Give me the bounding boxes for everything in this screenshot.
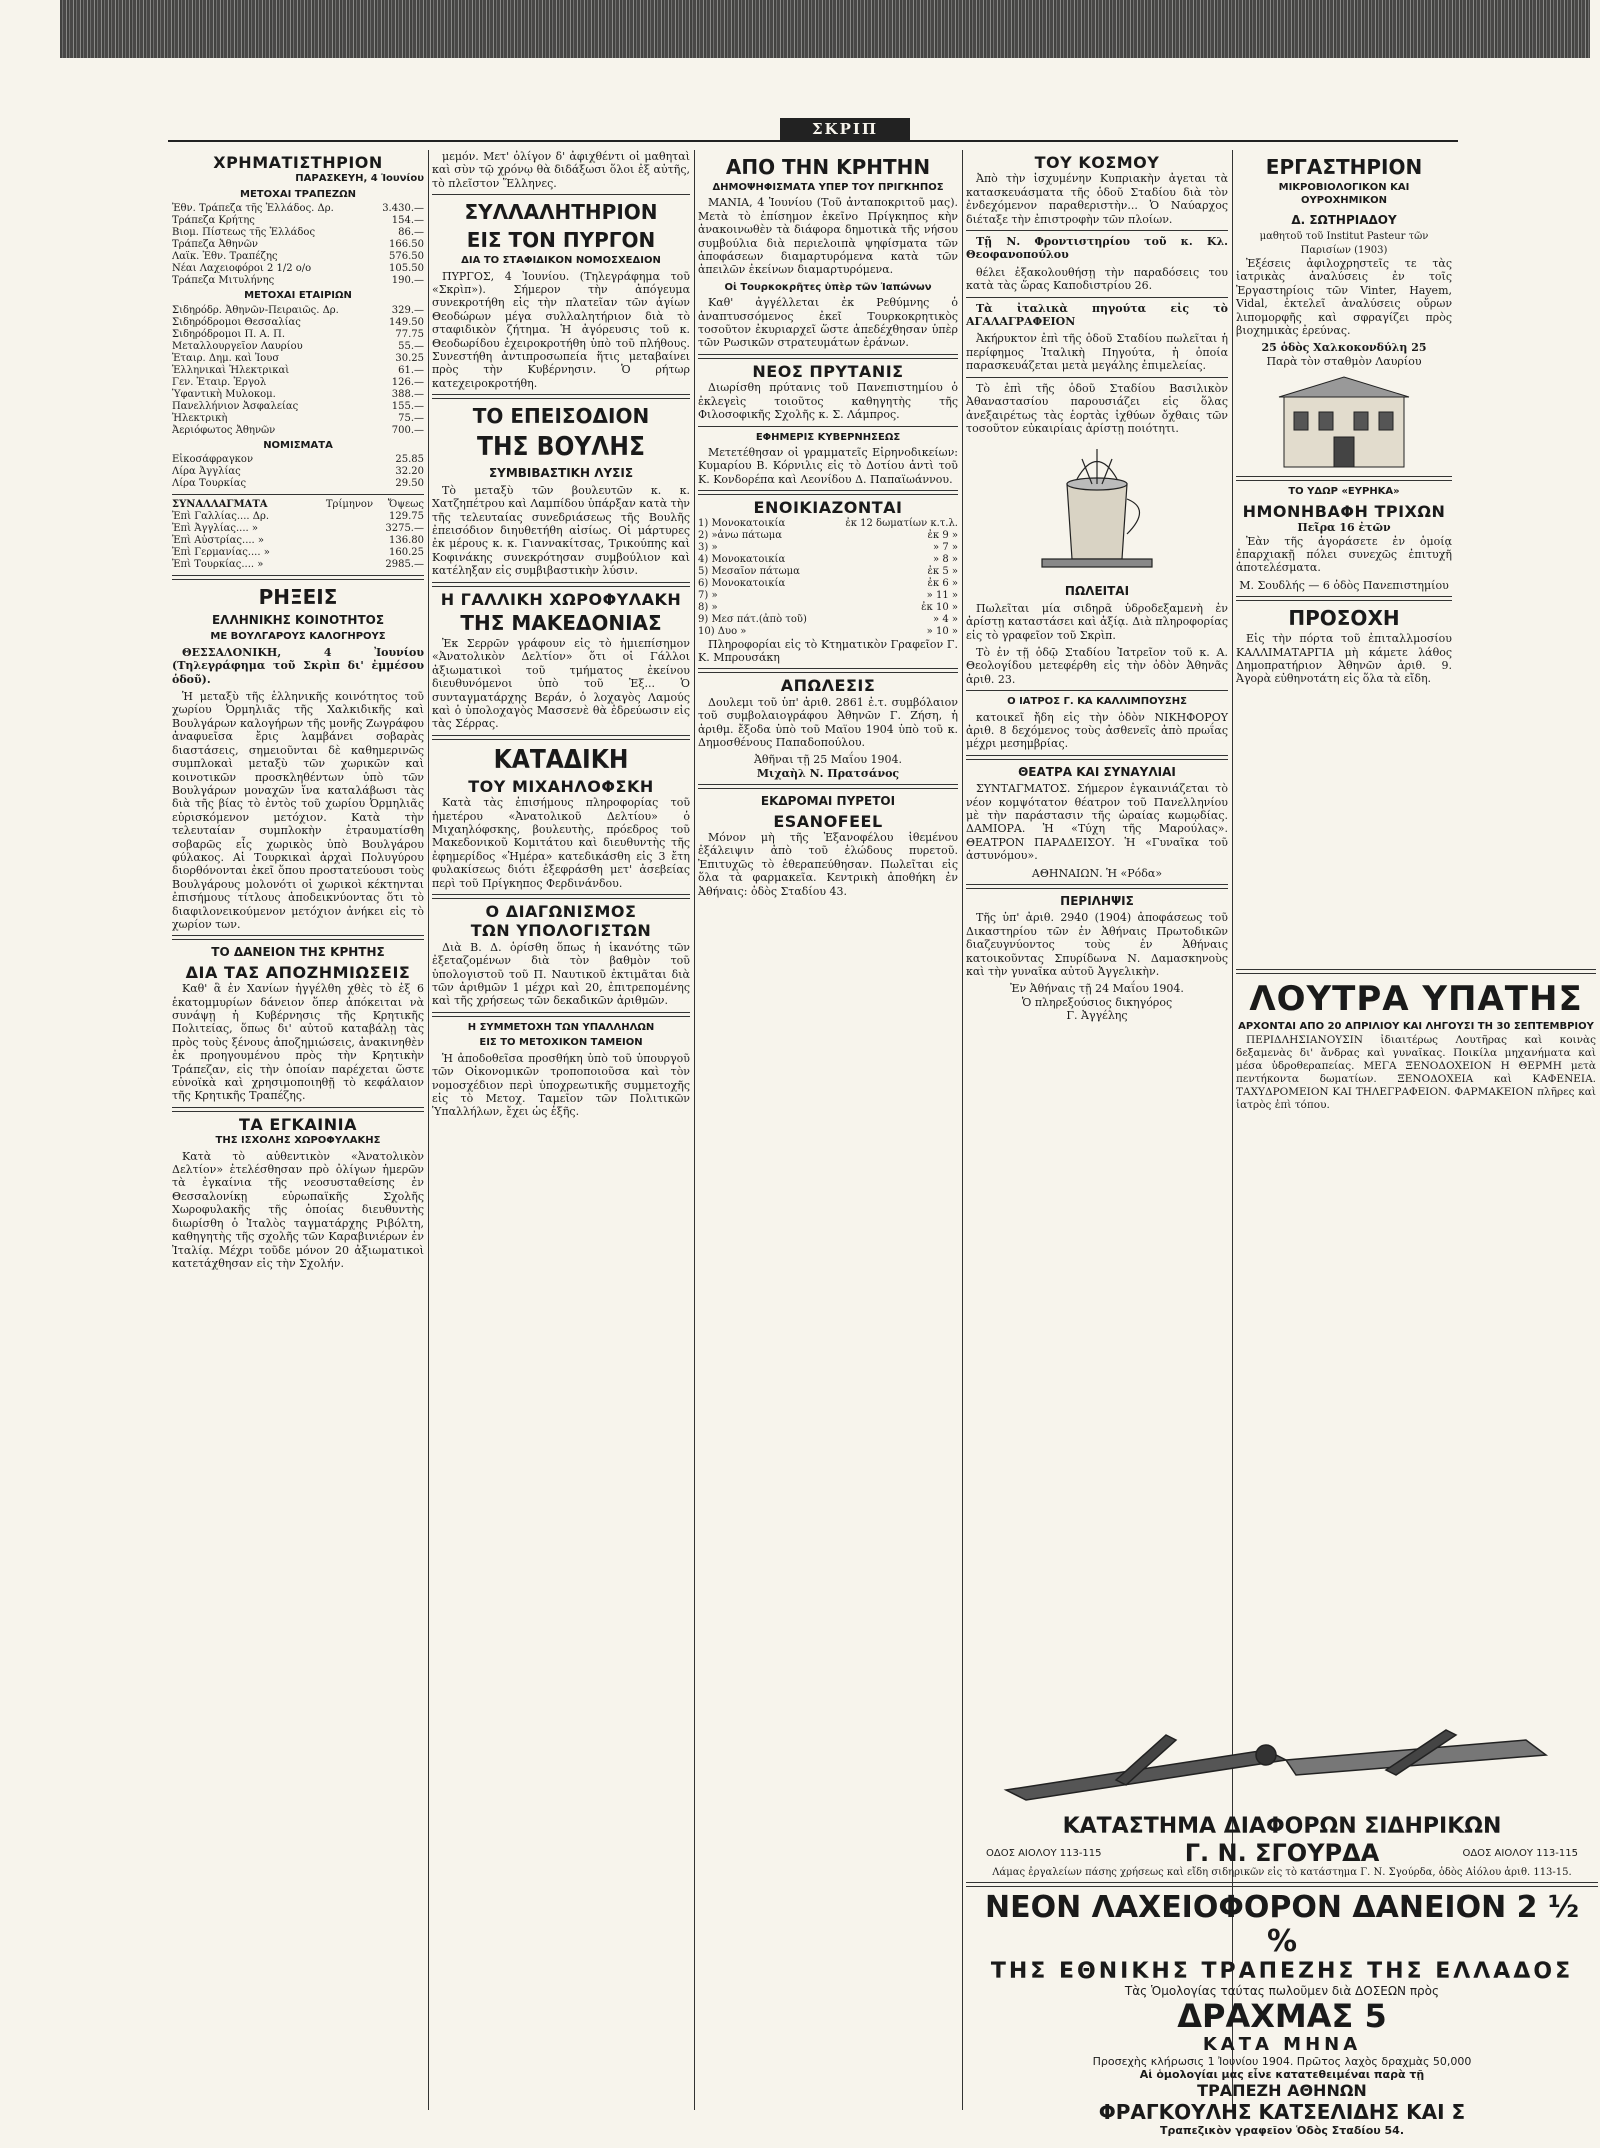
- fx-row-cell: Ἐπὶ Αὐστρίας.... »: [172, 535, 265, 547]
- rent-row-cell: 7) »: [698, 589, 718, 601]
- hair-addr: Μ. Σουδλής — 6 ὁδὸς Πανεπιστημίου: [1239, 578, 1449, 592]
- watch-body: Πωλεῖται μία σιδηρᾶ ὑδροδεξαμενὴ ἐν ἀρίστῃ καταστάσει καὶ ἀξίᾳ. Διὰ πληροφορίας εἰς τὸ γραφεῖον τοῦ Σκρὶπ.: [966, 601, 1228, 642]
- divider: [172, 935, 424, 940]
- bottom-ads: [966, 1720, 1598, 2137]
- divider: [966, 377, 1228, 378]
- fever-body: Μόνον μὴ τῆς Ἐξανοφέλου ἰθεμένου ἐξάλειψιν ἀπὸ τοῦ ἑλώδους πυρετοῦ. Ἐπιτυχῶς τὸ ἐθεραπεύθησαν. Πωλεῖται εἰς ὅλα τὰ φαρμακεῖα. Κεντρικὴ ἀποθήκη ἐν Ἀθήναις: ὁδὸς Σταδίου 43.: [698, 831, 958, 898]
- lecture-lead: [966, 235, 1228, 262]
- rent-title: ΕΝΟΙΚΙΑΖΟΝΤΑΙ: [753, 498, 903, 518]
- attention-body: Εἰς τὴν πόρτα τοῦ ἐπιταλλμοσίου ΚΑΛΛΙΜΑΤΑΡΓΙΑ μὴ κάμετε λάθος Δημοπρατήριον Ἀθηνῶν ἀριθ. 9. Ἀγορὰ εὐθηνοτάτη εἰς ὅλα τὰ εἴδη.: [1236, 632, 1452, 686]
- loan-ad-title: ΝΕΟΝ ΛΑΧΕΙΟΦΟΡΟΝ ΔΑΝΕΙΟΝ 2 ½ %: [984, 1890, 1580, 1959]
- loan-ad-sub: Τὰς Ὁμολογίας ταύτας πωλοῦμεν διὰ ΔΟΣΕΩΝ πρὸς: [1124, 1984, 1440, 1998]
- gallic-title: Η ΓΑΛΛΙΚΗ ΧΩΡΟΦΥΛΑΚΗ: [440, 589, 682, 609]
- symmet-sub: ΕΙΣ ΤΟ ΜΕΤΟΧΙΚΟΝ ΤΑΜΕΙΟΝ: [479, 1037, 643, 1049]
- crete-title: ΑΠΟ ΤΗΝ ΚΡΗΤΗΝ: [725, 155, 931, 179]
- lab-addr2: Παρὰ τὸν σταθμὸν Λαυρίου: [1266, 354, 1422, 368]
- rent-row: [698, 578, 958, 590]
- fx-row: [172, 559, 424, 571]
- turkish-title: Οἱ Τουρκοκρῆτες ὑπὲρ τῶν Ἰαπώνων: [724, 281, 932, 293]
- lab-title: ΕΡΓΑΣΤΗΡΙΟΝ: [1265, 155, 1423, 179]
- rent-row: [698, 554, 958, 566]
- baths-sub: ΑΡΧΟΝΤΑΙ ΑΠΟ 20 ΑΠΡΙΛΙΟΥ ΚΑΙ ΛΗΓΟΥΣΙ ΤΗ 30 ΣΕΠΤΕΜΒΡΙΟΥ: [1238, 1021, 1594, 1032]
- pen-line-text: Τὰ ἰταλικὰ πηγούτα εἰς τὸ ΑΓΑΛΑΓΡΑΦΕΙΟΝ: [966, 301, 1228, 329]
- fx-row: [172, 535, 424, 547]
- bank-row-cell: 190.—: [391, 275, 424, 287]
- divider: [172, 494, 424, 495]
- bank-row-cell: Νέαι Λαχειοφόροι 2 1/2 ο/ο: [172, 263, 312, 275]
- fx-row: [172, 547, 424, 559]
- lost-title: ΑΠΩΛΕΣΙΣ: [780, 676, 876, 696]
- divider: [698, 784, 958, 789]
- column-5: [1236, 150, 1452, 950]
- divider: [432, 582, 690, 587]
- hair-title: ΤΟ ΥΔΩΡ «ΕΥΡΗΚΑ»: [1288, 486, 1400, 498]
- bank-row: [172, 251, 424, 263]
- company-row-cell: Σιδηρόδρομοι Θεσσαλίας: [172, 316, 301, 328]
- diag-body: Διὰ Β. Δ. ὁρίσθη ὅπως ἡ ἱκανότης τῶν ἐξεταζομένων διὰ τὸν βαθμὸν τοῦ ὑπολογιστοῦ τοῦ Π. Ναυτικοῦ ἐκτιμᾶται διὰ τῶν ἀριθμῶν 1 μέχρι καὶ 20, ἐπιτρεπομένης καὶ τῆς χρήσεως τῶν δεκαδικῶν ἀριθμῶν.: [432, 940, 690, 1008]
- bank-row: [172, 203, 424, 215]
- coin-row-cell: 29.50: [395, 478, 424, 490]
- loan-ad-addr: Τραπεζικὸν γραφεῖον Ὁδὸς Σταδίου 54.: [1159, 2124, 1405, 2137]
- rent-row-cell: 9) Μεσ πάτ.(ἀπὸ τοῦ): [698, 613, 807, 625]
- baths-title: ΛΟΥΤΡΑ ΥΠΑΤΗΣ: [1249, 979, 1583, 1019]
- company-row-cell: 77.75: [395, 328, 424, 340]
- sylla-title: ΣΥΛΛΑΛΗΤΗΡΙΟΝ: [464, 200, 658, 225]
- fx-row-cell: 136.80: [389, 535, 424, 547]
- coin-row-cell: Λίρα Ἀγγλίας: [172, 466, 241, 478]
- divider: [172, 1107, 424, 1112]
- divider: [698, 668, 958, 673]
- hardware-body: Λάμας ἐργαλείων πάσης χρήσεως καὶ εἴδη σιδηρικῶν εἰς τὸ κατάστημα Γ. Ν. Σγούρδα, ὁδὸς Αἰόλου ἀριθ. 113-15.: [992, 1867, 1572, 1878]
- bank-row-cell: Τράπεζα Ἀθηνῶν: [172, 239, 258, 251]
- bank-row-cell: 86.—: [398, 227, 424, 239]
- fx-row: [172, 511, 424, 523]
- company-row: [172, 413, 424, 425]
- company-row-cell: 126.—: [391, 376, 424, 388]
- divider: [172, 575, 424, 580]
- top-rule: [168, 140, 1458, 142]
- hardware-name: Γ. Ν. ΣΓΟΥΡΔΑ: [1184, 1839, 1380, 1867]
- rent-row: [698, 626, 958, 638]
- office-notice: Τὸ ἐν τῇ ὁδῷ Σταδίου Ἰατρεῖον τοῦ κ. Α. Θεολογίδου μετεφέρθη εἰς τὴν ὁδὸν Ἀθηνᾶς ἀριθ. 23.: [966, 645, 1228, 686]
- rent-row-cell: » 10 »: [926, 625, 958, 637]
- loan-ad-amount: ΔΡΑΧΜΑΣ 5: [1177, 1997, 1387, 2035]
- bank-row-cell: Λαϊκ. Ἐθν. Τραπέζης: [172, 251, 278, 263]
- rent-row: [698, 530, 958, 542]
- theater-title: ΘΕΑΤΡΑ ΚΑΙ ΣΥΝΑΥΛΙΑΙ: [1018, 764, 1176, 779]
- divider: [1236, 476, 1452, 481]
- loan-ad-note: Αἱ ὁμολογίαι μας εἶνε κατατεθειμέναι παρὰ τῇ: [1139, 2068, 1425, 2081]
- rent-table: [698, 518, 958, 638]
- company-row: [172, 365, 424, 377]
- world-title: ΤΟΥ ΚΟΣΜΟΥ: [1034, 153, 1160, 172]
- column-rule: [428, 150, 429, 2110]
- lost-date: Ἀθῆναι τῇ 25 Μαΐου 1904.: [753, 753, 903, 767]
- building-illustration: [1274, 372, 1414, 472]
- company-row-cell: Ὑφαντικὴ Μυλοκομ.: [172, 388, 276, 400]
- gallic-sub: ΤΗΣ ΜΑΚΕΔΟΝΙΑΣ: [460, 610, 662, 635]
- epeis-body: Τὸ μεταξὺ τῶν βουλευτῶν κ. κ. Χατζηπέτρου καὶ Λαμπίδου ὑπάρξαν κατὰ τὴν τῆς τελευταίας συνεδριάσεως τῆς Βουλῆς ἐπεισόδιον διηυθετήθη αἰσίως. Οἱ μάρτυρες ἐκ μέρους κ. κ. Γιαννακίτσας, Τρικούπης καὶ Κοφινάκης συνεκρότησαν συμβούλιον καὶ κατέληξαν εἰς συμβιβαστικὴν λύσιν.: [432, 483, 690, 578]
- pen-line: [966, 302, 1228, 329]
- crete-body: ΜΑΝΙΑ, 4 Ἰουνίου (Τοῦ ἀνταποκριτοῦ μας). Μετὰ τὸ ἐπίσημον ἐκεῖνο Πρίγκηπος κὴν ἀνακοινωθὲν τὰ διάφορα δημοτικὰ τῆς νήσου συμβούλια διὰ περιελοιπὰ ψηφίσματα τῶν ἀποφάσεων διαμαρτυρόμενα κατὰ τῶν ἀπειλῶν ἐκείνων διαμαρτυρόμενα.: [698, 196, 958, 277]
- rheseis-lead-text: ΘΕΣΣΑΛΟΝΙΚΗ, 4 Ἰουνίου (Τηλεγράφημα τοῦ Σκρὶπ δι' ἐμμέσου ὁδοῦ).: [172, 645, 424, 686]
- fx-row-cell: Ἐπὶ Τουρκίας.... »: [172, 559, 264, 571]
- divider: [698, 490, 958, 495]
- bank-row: [172, 275, 424, 287]
- rent-row-cell: ἐκ 12 δωματίων κ.τ.λ.: [845, 517, 958, 529]
- lost-body: Δουλεμι τοῦ ὑπ' ἀριθ. 2861 ἐ.τ. συμβόλαιον τοῦ συμβολαιογράφου Ἀθηνῶν Γ. Ζήση, ἡ ἀριθμ. ἔξοδα ὑπὸ τοῦ Μαϊου 1904 ὑπὸ τοῦ κ. Δημοσθένους Παπαδοπούλου.: [698, 695, 958, 749]
- fx-row: [172, 523, 424, 535]
- company-row-cell: 155.—: [391, 400, 424, 412]
- bank-row: [172, 239, 424, 251]
- bank-row-cell: 576.50: [389, 251, 424, 263]
- loan-body: Καθ' ἃ ἐν Χανίων ἠγγέλθη χθὲς τὸ ἐξ 6 ἑκατομμυρίων δάνειον ὅπερ ἀπόκειται νὰ συνάψῃ ἡ Κυβέρνησις τῆς Κρητικῆς Πολιτείας, ὅπως δι' αὐτοῦ καταβάλῃ τὰς πρὸς τοὺς ξένους ἀποζημιώσεις, ἀνακινηθὲν ἐκ προηγουμένου πρὸς τὴν Κρητικὴν Τράπεζαν, εἰς τὴν ὁποίαν παρέχεται ὥστε εὐνοϊκὰ καὶ χρησιμοποιηθῇ τὸ κεφάλαιον τῆς Κρητικῆς Τραπέζης.: [172, 982, 424, 1103]
- company-row: [172, 425, 424, 437]
- lab-addr: 25 ὁδὸς Χαλκοκονδύλη 25: [1261, 341, 1427, 355]
- company-row-cell: 61.—: [398, 364, 424, 376]
- company-row-cell: Σιδηρόδρομοι Π. Α. Π.: [172, 328, 285, 340]
- bank-row-cell: 166.50: [389, 239, 424, 251]
- fx-row-cell: Ἐπὶ Γαλλίας.... Δρ.: [172, 511, 270, 523]
- pen-body: Ἀκήρυκτον ἐπὶ τῆς ὁδοῦ Σταδίου πωλεῖται ἡ περίφημος Ἰταλικὴ Πηγούτα, ἡ ὁποία παρασκευάζεται μετὰ μεγάλης ἐπιμελείας.: [966, 332, 1228, 373]
- sylla-body: ΠΥΡΓΟΣ, 4 Ἰουνίου. (Τηλεγράφημα τοῦ «Σκρὶπ»). Σήμερον τὴν ἀπόγευμα συνεκροτήθη εἰς τὴν πλατεῖαν τῶν ἀγίων Θεοδώρων μέγα συλλαλητήριον διὰ τὸ σταφιδικὸν ζήτημα. Ἡ ἀγόρευσις τοῦ κ. Θεοδωρίδου ἐχειροκροτήθη ὑπὸ τοῦ πλήθους. Συνεστήθη ἀντιπροσωπεία ἥτις μεταβαίνει πρὸς τὴν Κυβέρνησιν. Ὁ ρήτωρ κατεχειροκροτήθη.: [432, 269, 690, 390]
- rent-row-cell: ἐκ 10 »: [921, 601, 958, 613]
- column-rule: [694, 150, 695, 2110]
- fx-row-cell: Ἐπὶ Ἀγγλίας.... »: [172, 523, 259, 535]
- company-row: [172, 305, 424, 317]
- divider: [698, 354, 958, 359]
- company-row: [172, 317, 424, 329]
- diag-sub: ΤΩΝ ΥΠΟΛΟΓΙΣΤΩΝ: [470, 921, 652, 941]
- company-row: [172, 377, 424, 389]
- coins-title: ΝΟΜΙΣΜΑΤΑ: [263, 439, 333, 451]
- theater-body: ΣΥΝΤΑΓΜΑΤΟΣ. Σήμερον ἐγκαινιάζεται τὸ νέον κομψότατον θέατρον τοῦ Πανελληνίου μὲ τὴν παράστασιν τῆς ὡραίας κωμῳδίας. ΔΑΜΙΟΡΑ. Ἡ «Τύχη τῆς Μαρούλας». ΘΕΑΤΡΟΝ ΠΑΡΑΔΕΙΣΟΥ. Ἡ «Γυναῖκα τοῦ ἀστυνόμου».: [966, 782, 1228, 863]
- attention-title: ΠΡΟΣΟΧΗ: [1288, 606, 1400, 631]
- katadiki-body: Κατὰ τὰς ἐπισήμους πληροφορίας τοῦ ἡμετέρου «Ἀνατολικοῦ Δελτίου» ὁ Μιχαηλόφσκης, βουλευτὴς, πρόεδρος τοῦ Μακεδονικοῦ Κομιτάτου καὶ διευθυντὴς τῆς ἐφημερίδος «Ἡμέρα» κατεδικάσθη εἰς 3 ἔτη φυλακίσεως διότι ἐξεφράσθη μετ' ἀσεβείας περὶ τοῦ Πρίγκηπος Φερδινάνδου.: [432, 796, 690, 890]
- fx-col2: Ὄψεως: [387, 499, 424, 511]
- lab-inst: μαθητοῦ τοῦ Institut Pasteur τῶν Παρισίων (1903): [1259, 231, 1429, 256]
- bank-row-cell: Τράπεζα Κρήτης: [172, 215, 255, 227]
- rent-row-cell: 8) »: [698, 601, 718, 613]
- company-row: [172, 341, 424, 353]
- loan-ad-freq: ΚΑΤΑ ΜΗΝΑ: [1202, 2034, 1362, 2055]
- gallic-body: Ἐκ Σερρῶν γράφουν εἰς τὸ ἡμιεπίσημον «Ἀνατολικὸν Δελτίον» ὅτι οἱ Γάλλοι ἀξιωματικοὶ τοῦ τμήματος ἐκείνου διευθυνόμενοι ὑπὸ τοῦ Ἐξ... Ὁ συνταγματάρχης Βεράν, ὁ λοχαγὸς Λαμούς καὶ ὁ ὑπολοχαγὸς Μασσενὲ θὰ ἐδρεύωσιν εἰς τὰς Σέρρας.: [432, 636, 690, 731]
- crete-sub: ΔΗΜΟΨΗΦΙΣΜΑΤΑ ΥΠΕΡ ΤΟΥ ΠΡΙΓΚΗΠΟΣ: [712, 182, 944, 193]
- lost-signed: Μιχαὴλ Ν. Πρατσάνος: [756, 766, 900, 780]
- epeis-sub2: ΣΥΜΒΙΒΑΣΤΙΚΗ ΛΥΣΙΣ: [488, 466, 634, 481]
- company-row-cell: Ἑλληνικαὶ Ἠλεκτρικαὶ: [172, 364, 290, 376]
- scan-top-strip: [60, 0, 1590, 58]
- loan-ad-sellers: ΦΡΑΓΚΟΥΛΗΣ ΚΑΤΣΕΛΙΔΗΣ ΚΑΙ Σ: [1098, 2100, 1466, 2124]
- watch-title: ΠΩΛΕΙΤΑΙ: [1064, 584, 1130, 599]
- rent-row: [698, 542, 958, 554]
- hardware-addr1: ΟΔΟΣ ΑΙΟΛΟΥ 113-115: [986, 1847, 1102, 1859]
- market-title: ΧΡΗΜΑΤΙΣΤΗΡΙΟΝ: [213, 153, 383, 172]
- divider: [432, 394, 690, 399]
- divider: [966, 690, 1228, 691]
- hair-price: Πεῖρα 16 ἐτῶν: [1297, 521, 1391, 535]
- company-row-cell: 75.—: [398, 412, 424, 424]
- bank-row: [172, 263, 424, 275]
- company-row-cell: Σιδηρόδρ. Ἀθηνῶν-Πειραιῶς. Δρ.: [172, 304, 339, 316]
- company-row: [172, 389, 424, 401]
- coin-row: [172, 454, 424, 466]
- rent-row: [698, 566, 958, 578]
- symmet-body: Ἡ ἀποδοθεῖσα προσθήκη ὑπὸ τοῦ ὑπουργοῦ τῶν Οἰκονομικῶν τροποποιοῦσα καὶ τὸν νομοσχέδιον περὶ ὑποχρεωτικῆς συμμετοχῆς εἰς τὸ Μετοχ. Ταμεῖον τῶν Πολιτικῶν Ὑπαλλήλων, ἔχει ὡς ἑξῆς.: [432, 1051, 690, 1119]
- loan-title: ΤΟ ΔΑΝΕΙΟΝ ΤΗΣ ΚΡΗΤΗΣ: [211, 945, 385, 960]
- fx-row-cell: 3275.—: [385, 523, 424, 535]
- rent-row: [698, 602, 958, 614]
- rheseis-lead: [172, 646, 424, 686]
- notice-body: Τῆς ὑπ' ἀριθ. 2940 (1904) ἀποφάσεως τοῦ Δικαστηρίου τῶν ἐν Ἀθήναις Πρωτοδικῶν διαζευγνύοντος τοὺς ἐν Ἀθήναις κατοικοῦντας Σπυρίδωνα Ν. Δαμασκηνοὺς καὶ τὴν γυναῖκα αὐτοῦ Ἀγγελικὴν.: [966, 911, 1228, 979]
- divider: [432, 194, 690, 195]
- loan-ad-bank: ΤΗΣ ΕΘΝΙΚΗΣ ΤΡΑΠΕΖΗΣ ΤΗΣ ΕΛΛΑΔΟΣ: [990, 1959, 1574, 1984]
- bank-row-cell: 105.50: [389, 263, 424, 275]
- coin-row-cell: Λίρα Τουρκίας: [172, 478, 247, 490]
- companies-title: ΜΕΤΟΧΑΙ ΕΤΑΙΡΙΩΝ: [244, 290, 352, 302]
- prytanis-title: ΝΕΟΣ ΠΡΥΤΑΝΙΣ: [752, 361, 904, 381]
- coin-row-cell: 32.20: [395, 466, 424, 478]
- rent-row-cell: 1) Μονοκατοικία: [698, 517, 786, 529]
- company-row-cell: 329.—: [391, 304, 424, 316]
- hardware-row: [966, 1839, 1598, 1867]
- divider: [698, 426, 958, 427]
- loan-ad-bank2: ΤΡΑΠΕΖΗ ΑΘΗΝΩΝ: [1197, 2081, 1367, 2100]
- rheseis-body: Ἡ μεταξὺ τῆς ἑλληνικῆς κοινότητος τοῦ χωρίου Ὀρμηλιᾶς τῆς Χαλκιδικῆς καὶ Βουλγάρων καλογήρων τῆς μονῆς Ζωγράφου ἀναφυεῖσα ἔρις λαμβάνει σοβαρὰς διαστάσεις, σημειοῦνται δὲ καθημερινῶς συμπλοκαὶ μεταξὺ τῶν χωρικῶν καὶ κοινοτικῶν προσκληθέντων ὑπὸ τῶν Βουλγάρων μοναχῶν ἵνα καταλάβωσι τὰς διὰ τῆς βίας τὸ ἐντὸς τοῦ χωρίου Ὀρμηλιᾶς εὑρισκόμενον μετόχιον. Κατὰ τὴν τελευταίαν συμπλοκὴν ἐτραυματίσθη σοβαρῶς εἷς χωρικὸς ὑπὸ Βουλγάρου φύλακος. Αἱ Τουρκικαὶ ἀρχαὶ Πολυγύρου διορθόνονται ἐκεῖ ὅπου προστατεύουσι τοὺς Βουλγάρους μολονότι οἱ χωρικοὶ κέκτηνται ἐπισήμους τίτλους ἀποδεικνύοντας ὅτι τὸ διαφιλονεικούμενον μετόχιον ἀνήκει εἰς τὸ χωρίον των.: [172, 690, 424, 931]
- rheseis-title: ΡΗΞΕΙΣ: [258, 585, 338, 610]
- theater-sign: ΑΘΗΝΑΙΩΝ. Ἡ «Ρόδα»: [1031, 866, 1163, 880]
- bank-row: [172, 227, 424, 239]
- baths-ad: [1236, 965, 1596, 1255]
- coin-row: [172, 466, 424, 478]
- fx-col1: Τρίμηνον: [325, 499, 374, 511]
- fx-row-cell: 160.25: [389, 547, 424, 559]
- fx-row-cell: 129.75: [389, 511, 424, 523]
- rent-row-cell: ἐκ 6 »: [927, 577, 958, 589]
- column-1: [172, 150, 424, 2110]
- katadiki-sub: ΤΟΥ ΜΙΧΑΗΛΟΦΣΚΗ: [468, 776, 654, 796]
- company-row-cell: 388.—: [391, 388, 424, 400]
- notice-date: Ἐν Ἀθήναις τῇ 24 Μαΐου 1904.: [1010, 982, 1184, 996]
- hair-body: Ἐὰν τῆς ἀγοράσετε ἐν ὁμοίᾳ ἐπαρχιακῇ πόλει συνεχῶς ἐπιτυχῆ ἀποτελέσματα.: [1236, 534, 1452, 575]
- ephemeris-body: Μετετέθησαν οἱ γραμματεῖς Εἰρηνοδικείων: Κυμαρίου Β. Κόρνιλις εἰς τὸ Δοτίου ἀντὶ τοῦ Κ. Κονδορέπα καὶ Λεονίδου Δ. Παπαϊωάννου.: [698, 445, 958, 486]
- fx-table: [172, 511, 424, 571]
- lecture-lead-text: Τῇ Ν. Φροντιστηρίου τοῦ κ. Κλ. Θεοφανοπούλου: [966, 235, 1228, 262]
- banks-title: ΜΕΤΟΧΑΙ ΤΡΑΠΕΖΩΝ: [240, 188, 356, 200]
- column-4: [966, 150, 1228, 1710]
- egkainia-sub: ΤΗΣ ΙΣΧΟΛΗΣ ΧΩΡΟΦΥΛΑΚΗΣ: [215, 1135, 381, 1147]
- bank-row-cell: 3.430.—: [382, 203, 424, 215]
- coin-row-cell: Εἰκοσάφραγκον: [172, 454, 254, 466]
- fever-brand: ESANOFEEL: [773, 811, 883, 831]
- doctor-body: κατοικεῖ ἤδη εἰς τὴν ὁδὸν ΝΙΚΗΦΟΡΟΥ ἀριθ. 8 δεχόμενος τοὺς ἀσθενεῖς ἀπὸ πρωΐας μέχρι μεσημβρίας.: [966, 710, 1228, 751]
- company-row-cell: Ἀεριόφωτος Ἀθηνῶν: [172, 424, 276, 436]
- divider: [966, 297, 1228, 298]
- divider: [966, 1882, 1598, 1887]
- symmet-title: Η ΣΥΜΜΕΤΟΧΗ ΤΩΝ ΥΠΑΛΛΗΛΩΝ: [467, 1021, 655, 1033]
- rent-row: [698, 590, 958, 602]
- rent-row: [698, 614, 958, 626]
- company-row-cell: 149.50: [389, 316, 424, 328]
- egkainia-title: ΤΑ ΕΓΚΑΙΝΙΑ: [239, 1114, 357, 1134]
- notice-title: ΠΕΡΙΛΗΨΙΣ: [1060, 894, 1134, 909]
- rent-row-cell: ἐκ 9 »: [927, 529, 958, 541]
- company-row-cell: Πανελλήνιον Ἀσφαλείας: [172, 400, 299, 412]
- fish-body: Τὸ ἐπὶ τῆς ὁδοῦ Σταδίου Βασιλικὸν Ἀθαναστασίου παρουσιάζει εἰς ὅλας ἀνεξαιρέτως τὰς ἑορτὰς ἰχθύων ὄχθαις τῶν τοσοῦτον εὐκαιρίαις ἀρίστῃ ποιότητι.: [966, 381, 1228, 435]
- lab-person: Δ. ΣΩΤΗΡΙΑΔΟΥ: [1291, 212, 1397, 227]
- rheseis-sub: ΕΛΛΗΝΙΚΗΣ ΚΟΙΝΟΤΗΤΟΣ: [211, 613, 385, 628]
- epeis-sub: ΤΗΣ ΒΟΥΛΗΣ: [477, 432, 645, 463]
- divider: [966, 755, 1228, 760]
- rent-row-cell: 2) »ἀνω πάτωμα: [698, 529, 782, 541]
- column-3: [698, 150, 958, 2110]
- rent-row-cell: » 4 »: [933, 613, 958, 625]
- company-row-cell: Ἑταιρ. Δημ. καὶ Ἰουσ: [172, 352, 280, 364]
- lecture-body: θέλει ἐξακολουθήσῃ τὴν παραδόσεις του κατὰ τὰς ὥρας Καποδιστρίου 26.: [966, 265, 1228, 293]
- bank-row-cell: Τράπεζα Μιτυλήνης: [172, 275, 275, 287]
- company-row: [172, 329, 424, 341]
- divider: [966, 230, 1228, 231]
- company-row-cell: Μεταλλουργεῖον Λαυρίου: [172, 340, 303, 352]
- prytanis-body: Διωρίσθη πρύτανις τοῦ Πανεπιστημίου ὁ ἐκλεγεὶς τοιοῦτος καθηγητὴς τῆς Φιλοσοφικῆς Σχολῆς κ. Σ. Λάμπρος.: [698, 381, 958, 422]
- coin-row: [172, 478, 424, 490]
- loan-sub: ΔΙΑ ΤΑΣ ΑΠΟΖΗΜΙΩΣΕΙΣ: [185, 962, 411, 982]
- rent-row: [698, 518, 958, 530]
- rent-row-cell: » 11 »: [926, 589, 958, 601]
- column-2: [432, 150, 690, 2110]
- company-row: [172, 353, 424, 365]
- lab-body: Ἐξέσεις ἀφιλοχρηστεῖς τε τὰς ἰατρικὰς ἀναλύσεις ἐν τοῖς Ἐργαστηρίοις τῶν Vinter, Hayem, Vidal, ἐκτελεῖ ἀναλύσεις οὔρων λιπομορφῆς καὶ σφραγίζει πρὸς βιοχημικὰς ἐρεύνας.: [1236, 257, 1452, 338]
- sylla-sub: ΕΙΣ ΤΟΝ ΠΥΡΓΟΝ: [466, 228, 656, 253]
- companies-table: [172, 305, 424, 437]
- rent-row-cell: 3) »: [698, 541, 718, 553]
- coins-table: [172, 454, 424, 490]
- tools-illustration: [966, 1720, 1598, 1810]
- rheseis-sub2: ΜΕ ΒΟΥΛΓΑΡΟΥΣ ΚΑΛΟΓΗΡΟΥΣ: [210, 631, 386, 643]
- ephemeris-title: ΕΦΗΜΕΡΙΣ ΚΥΒΕΡΝΗΣΕΩΣ: [755, 431, 901, 443]
- egkainia-body: Κατὰ τὸ αὐθεντικὸν «Ἀνατολικὸν Δελτίον» ἐτελέσθησαν πρὸ ὀλίγων ἡμερῶν τὰ ἐγκαίνια τῆς νεοσυσταθείσης ἐν Θεσσαλονίκῃ εὐρωπαϊκῆς Σχολῆς Χωροφυλακῆς τῆς ὁποίας διευθυντὴς διωρίσθη ὁ Ἰταλὸς ταγματάρχης Ριβόλτη, καθηγητὴς τῆς σχολῆς τῶν Καραβινιέρων ἐν Ἰταλίᾳ. Μέχρι τοῦδε μόνον 20 ἀξιωματικοὶ κατετάχθησαν εἰς τὴν Σχολήν.: [172, 1149, 424, 1270]
- divider: [1236, 596, 1452, 601]
- company-row-cell: 700.—: [391, 424, 424, 436]
- company-row: [172, 401, 424, 413]
- banks-table: [172, 203, 424, 287]
- bank-row-cell: Ἐθν. Τράπεζα τῆς Ἑλλάδος. Δρ.: [172, 203, 334, 215]
- divider: [432, 894, 690, 899]
- doctor-title: Ο ΙΑΤΡΟΣ Γ. ΚΑ ΚΑΛΛΙΜΠΟΥΣΗΣ: [1007, 696, 1187, 708]
- market-date: ΠΑΡΑΣΚΕΥΗ, 4 Ἰουνίου: [295, 173, 424, 185]
- turkish-body: Καθ' ἀγγέλλεται ἐκ Ρεθύμνης ὁ ἀναπτυσσόμενος ἐκεῖ Τουρκοκρητικὸς τοσοῦτον ἐκυριαρχεῖ ὥστε ἀπεδέχθησαν ὑπὲρ τῶν Ρωσικῶν στρατευμάτων ἐράνων.: [698, 296, 958, 350]
- inkwell-illustration: [1022, 439, 1172, 579]
- rent-row-cell: » 8 »: [933, 553, 958, 565]
- column-rule: [962, 150, 963, 2110]
- fx-title: ΣΥΝΑΛΛΑΓΜΑΤΑ: [172, 499, 268, 511]
- rent-row-cell: 10) Δυο »: [698, 625, 747, 637]
- hardware-title: ΚΑΤΑΣΤΗΜΑ ΔΙΑΦΟΡΩΝ ΣΙΔΗΡΙΚΩΝ: [1062, 1814, 1502, 1839]
- rent-row-cell: 6) Μονοκατοικία: [698, 577, 786, 589]
- sylla-sub2: ΔΙΑ ΤΟ ΣΤΑΦΙΔΙΚΟΝ ΝΟΜΟΣΧΕΔΙΟΝ: [461, 255, 661, 267]
- company-row-cell: 55.—: [398, 340, 424, 352]
- rent-row-cell: 4) Μονοκατοικία: [698, 553, 786, 565]
- epeis-title: ΤΟ ΕΠΕΙΣΟΔΙΟΝ: [472, 404, 650, 429]
- company-row-cell: 30.25: [395, 352, 424, 364]
- rent-row-cell: 5) Μεσαῖον πάτωμα: [698, 565, 800, 577]
- hair-sub: ΗΜΟΝΗΒΑΦΗ ΤΡΙΧΩΝ: [1242, 501, 1446, 521]
- loan-ad-draw: Προσεχὴς κλήρωσις 1 Ἰουνίου 1904. Πρῶτος λαχὸς δραχμὰς 50,000: [1092, 2055, 1472, 2068]
- company-row-cell: Ἠλεκτρικὴ: [172, 412, 228, 424]
- fx-header: [172, 499, 424, 511]
- divider: [432, 735, 690, 740]
- fx-row-cell: Ἐπὶ Γερμανίας.... »: [172, 547, 270, 559]
- fever-title: ΕΚΔΡΟΜΑΙ ΠΥΡΕΤΟΙ: [760, 794, 896, 809]
- hardware-addr2: ΟΔΟΣ ΑΙΟΛΟΥ 113-115: [1462, 1847, 1578, 1859]
- rent-row-cell: ἐκ 5 »: [927, 565, 958, 577]
- divider: [1236, 969, 1596, 974]
- company-row-cell: Γεν. Ἐταιρ. Ἐργολ: [172, 376, 267, 388]
- divider: [966, 884, 1228, 889]
- rent-row-cell: » 7 »: [933, 541, 958, 553]
- bank-row: [172, 215, 424, 227]
- world-body: Ἀπὸ τὴν ἰσχυμένην Κυπριακὴν ἀγεται τὰ κατασκευάσματα τῆς ὁδοῦ Σταδίου διὰ τὸν ἐνδεχόμενον παραθεριστὴν... Ὁ Ναύαρχος διέταξε τὴν ἐπιστροφὴν τῶν πλοίων.: [966, 172, 1228, 226]
- bank-row-cell: 154.—: [391, 215, 424, 227]
- rent-contact: Πληροφορίαι εἰς τὸ Κτηματικὸν Γραφεῖον Γ. Κ. Μπρουσάκη: [698, 637, 958, 664]
- masthead: ΣΚΡΙΠ: [780, 118, 910, 140]
- intro-text: μεμόν. Μετ' ὀλίγον δ' ἀφιχθέντι οἱ μαθηταὶ καὶ σὺν τῷ χρόνῳ θὰ διδάξωσι ὅλοι ἐξ αὐτῆς, τὸ πλεῖστον Ἕλληνες.: [432, 150, 690, 190]
- fx-row-cell: 2985.—: [385, 559, 424, 571]
- katadiki-title: ΚΑΤΑΔΙΚΗ: [493, 744, 629, 775]
- lab-sub: ΜΙΚΡΟΒΙΟΛΟΓΙΚΟΝ ΚΑΙ ΟΥΡΟΧΗΜΙΚΟΝ: [1278, 182, 1410, 207]
- bank-row-cell: Βιομ. Πίστεως τῆς Ἑλλάδος: [172, 227, 316, 239]
- signer: Ὁ πληρεξούσιος δικηγόρος: [1021, 995, 1173, 1009]
- diag-title: Ο ΔΙΑΓΩΝΙΣΜΟΣ: [485, 902, 637, 922]
- divider: [432, 1012, 690, 1017]
- coin-row-cell: 25.85: [395, 454, 424, 466]
- signer-name: Γ. Ἀγγέλης: [1066, 1009, 1128, 1023]
- baths-body: ΠΕΡΙΔΛΗΣΙΑΝΟΥΣΙΝ ἰδιαιτέρως Λουτῆρας καὶ κοινὰς δεξαμενὰς δι' ἄνδρας καὶ γυναῖκας. Ποικίλα μηχανήματα καὶ μέσα ὑδροθεραπείας. ΜΕΓΑ ΞΕΝΟΔΟΧΕΙΟΝ Η ΘΕΡΜΗ μετὰ πεντήκοντα δωματίων. ΞΕΝΟΔΟΧΕΙΑ καὶ ΚΑΦΕΝΕΙΑ. ΤΑΧΥΔΡΟΜΕΙΟΝ ΚΑΙ ΤΗΛΕΓΡΑΦΕΙΟΝ. ΦΑΡΜΑΚΕΙΟΝ πλῆρες καὶ ἰατρὸς ἐπὶ τόπου.: [1236, 1034, 1596, 1111]
